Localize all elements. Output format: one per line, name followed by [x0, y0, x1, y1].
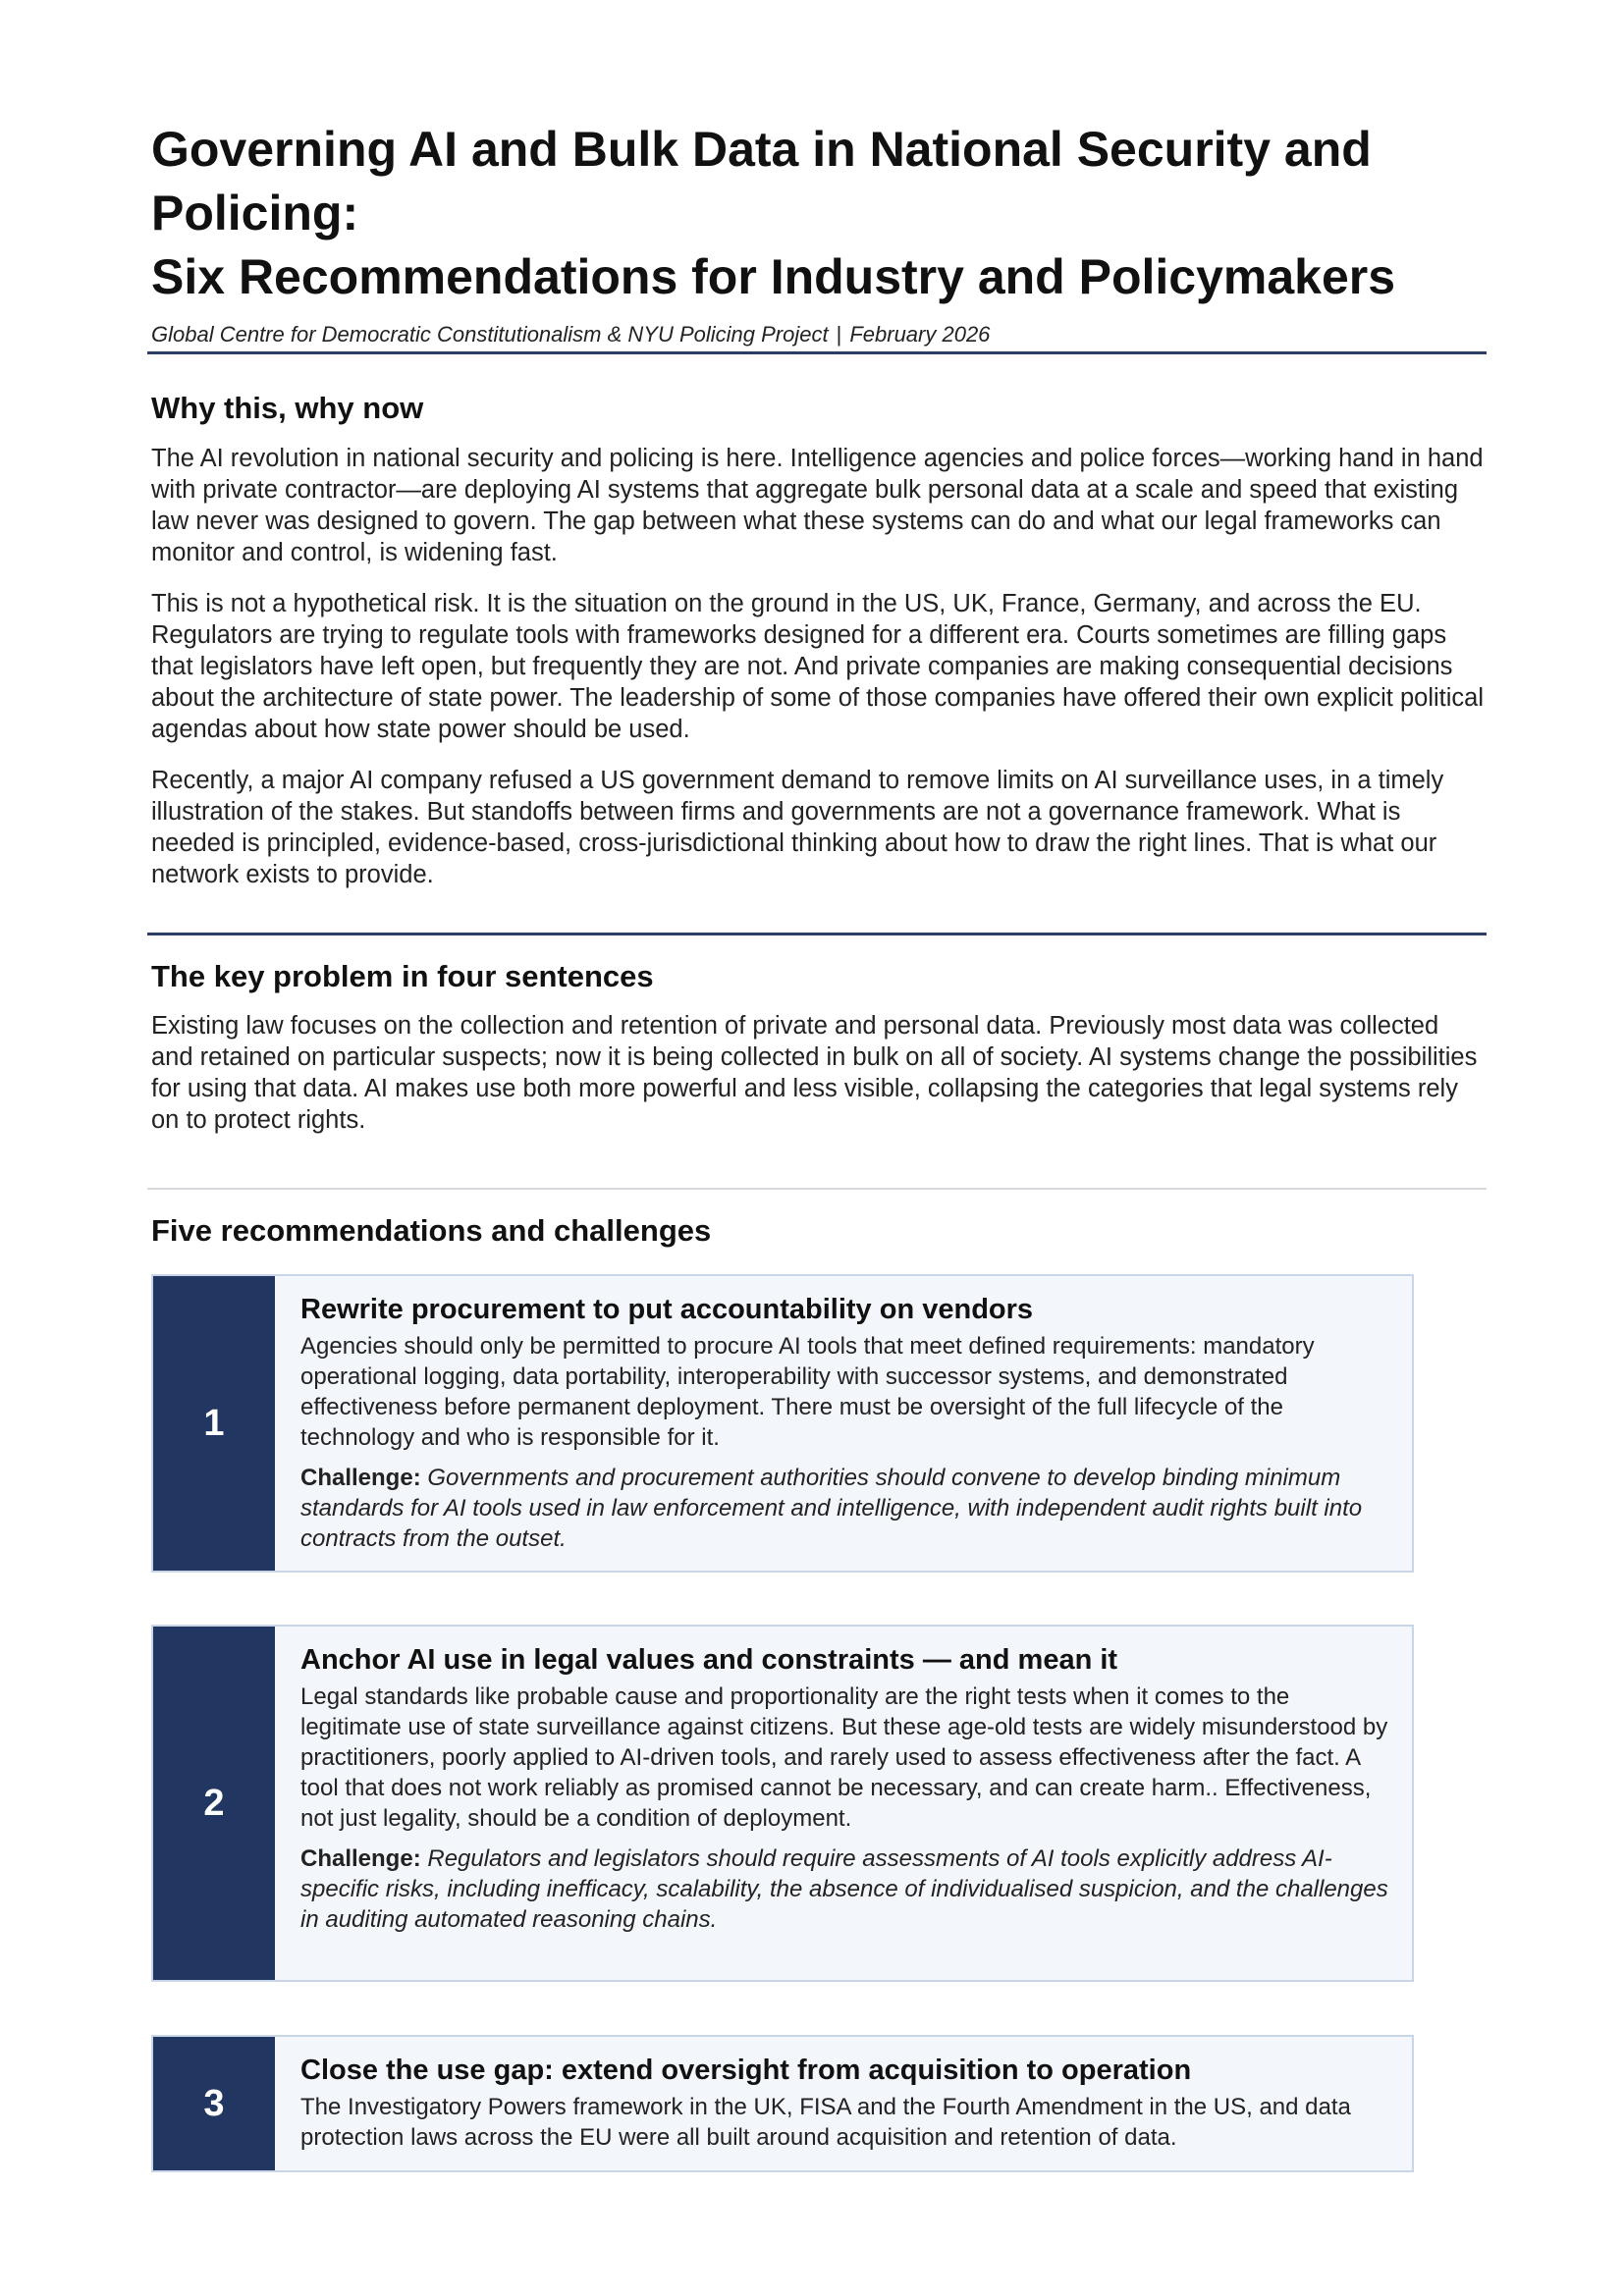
title-line-1: Governing AI and Bulk Data in National Security and — [151, 122, 1372, 177]
section-divider-light — [147, 1188, 1487, 1190]
why-heading: Why this, why now — [151, 391, 424, 425]
document-title — [151, 118, 1506, 309]
byline-date: February 2026 — [849, 322, 991, 347]
recommendation-challenge — [300, 1843, 1390, 1935]
recommendation-card — [151, 1274, 1414, 1573]
title-line-2: Policing: — [151, 186, 359, 240]
problem-paragraph: Existing law focuses on the collection and retention of private and personal data. Previously most data was collected and retained on particular suspects; now it is being collected in bulk on all of society. AI systems change the possibilities for using that data. AI makes use both more powerful and less visible, collapsing the categories that legal systems rely on to protect rights. — [151, 1012, 1478, 1134]
byline-authors: Global Centre for Democratic Constitutionalism & NYU Policing Project — [151, 322, 829, 347]
challenge-text: Regulators and legislators should require assessments of AI tools explicitly address AI-specific risks, including inefficacy, scalability, the absence of individualised suspicion, and the challenges in auditing automated reasoning chains. — [300, 1845, 1388, 1933]
recommendation-text: Agencies should only be permitted to procure AI tools that meet defined requirements: mandatory operational logging, data portability, interoperability with successor systems, and demonstrated effectiveness before permanent deployment. There must be oversight of the full lifecycle of the technology and who is responsible for it. — [300, 1333, 1315, 1451]
title-line-3: Six Recommendations for Industry and Policymakers — [151, 249, 1396, 304]
recommendation-number: 3 — [153, 2037, 275, 2170]
challenge-label: Challenge: — [300, 1845, 421, 1872]
why-paragraph-3: Recently, a major AI company refused a US government demand to remove limits on AI surveillance uses, in a timely illustration of the stakes. But standoffs between firms and governments are not a governance framework. What is needed is principled, evidence-based, cross-jurisdictional thinking about how to draw the right lines. That is what our network exists to provide. — [151, 767, 1444, 888]
section-divider — [147, 933, 1487, 935]
recommendation-text: The Investigatory Powers framework in the UK, FISA and the Fourth Amendment in the US, and data protection laws across the EU were all built around acquisition and retention of data. — [300, 2094, 1351, 2151]
recommendation-card — [151, 2035, 1414, 2172]
recommendation-title: Anchor AI use in legal values and constraints — and mean it — [300, 1644, 1118, 1676]
recommendation-text: Legal standards like probable cause and proportionality are the right tests when it comes to the legitimate use of state surveillance against citizens. But these age-old tests are widely misunderstood by practitioners, poorly applied to AI-driven tools, and rarely used to assess effectiveness after the fact. A tool that does not work reliably as promised cannot be necessary, and can create harm.. Effectiveness, not just legality, should be a condition of deployment. — [300, 1683, 1388, 1832]
why-paragraph-1: The AI revolution in national security and policing is here. Intelligence agencies and police forces—working hand in hand with private contractor—are deploying AI systems that aggregate bulk personal data at a scale and speed that existing law never was designed to govern. The gap between what these systems can do and what our legal frameworks can monitor and control, is widening fast. — [151, 445, 1484, 566]
recommendation-challenge — [300, 1463, 1390, 1554]
recommendation-title: Close the use gap: extend oversight from acquisition to operation — [300, 2055, 1192, 2086]
recommendation-title: Rewrite procurement to put accountability on vendors — [300, 1294, 1034, 1325]
challenge-label: Challenge: — [300, 1465, 421, 1491]
byline-separator: | — [836, 322, 842, 347]
recommendation-number: 2 — [153, 1627, 275, 1980]
recommendation-number: 1 — [153, 1276, 275, 1571]
recommendation-card — [151, 1625, 1414, 1982]
recommendations-heading: Five recommendations and challenges — [151, 1213, 712, 1248]
problem-heading: The key problem in four sentences — [151, 959, 654, 993]
why-paragraph-2: This is not a hypothetical risk. It is the situation on the ground in the US, UK, France, Germany, and across the EU. Regulators are trying to regulate tools with frameworks designed for a different era. Courts sometimes are filling gaps that legislators have left open, but frequently they are not. And private companies are making consequential decisions about the architecture of state power. The leadership of some of those companies have offered their own explicit political agendas about how state power should be used. — [151, 590, 1485, 743]
byline — [151, 322, 990, 347]
challenge-text: Governments and procurement authorities should convene to develop binding minimum standards for AI tools used in law enforcement and intelligence, with independent audit rights built into contracts from the outset. — [300, 1465, 1363, 1552]
header-divider — [147, 351, 1487, 354]
